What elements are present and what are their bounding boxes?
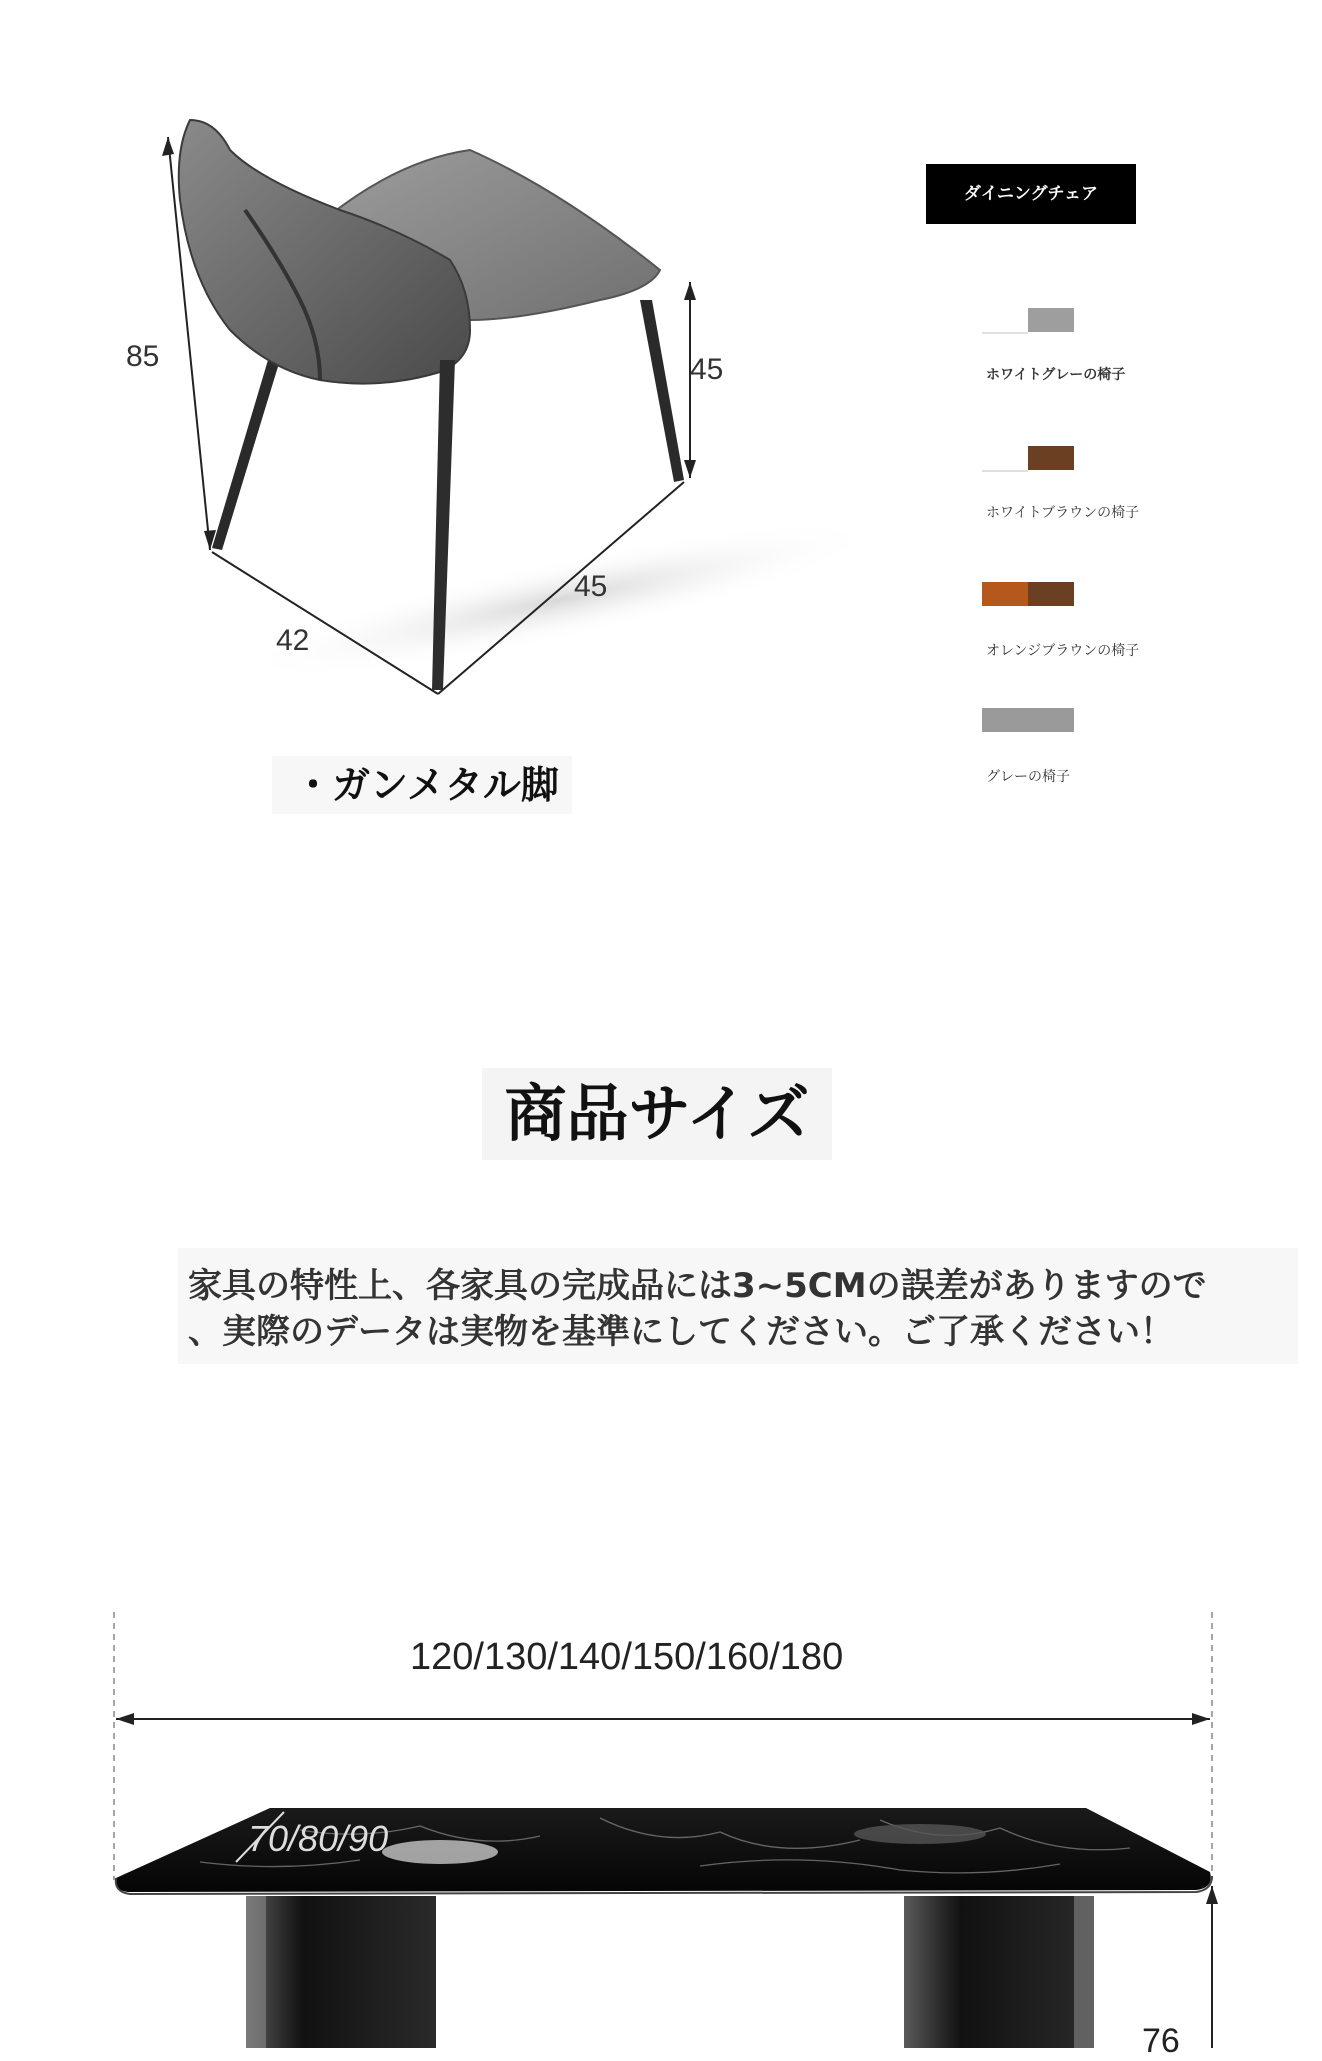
chair-height-label: 85	[126, 340, 160, 373]
chair-width-label: 42	[276, 624, 310, 657]
section-title: 商品サイズ	[482, 1068, 832, 1160]
chair-illustration	[100, 100, 880, 740]
table-depth-label: 70/80/90	[248, 1818, 389, 1859]
note-line-1: 家具の特性上、各家具の完成品には3~5CMの誤差がありますので	[188, 1266, 1207, 1306]
variant-label-orange-brown: オレンジブラウンの椅子	[986, 643, 1140, 659]
table-height-label: 76	[1142, 2022, 1180, 2060]
tolerance-note	[178, 1248, 1298, 1364]
table-width-label: 120/130/140/150/160/180	[410, 1636, 844, 1678]
variant-label-grey: グレーの椅子	[986, 769, 1070, 785]
swatch-color-1	[982, 446, 1028, 472]
chair-depth-label: 45	[574, 570, 608, 603]
variant-label-white-grey: ホワイトグレーの椅子	[986, 367, 1126, 383]
swatch-white-grey	[982, 308, 1094, 332]
swatch-grey	[982, 708, 1094, 732]
dining-chair-header: ダイニングチェア	[926, 164, 1136, 224]
swatch-white-brown	[982, 446, 1094, 470]
swatch-color-2	[1028, 308, 1074, 332]
leg-material-label: ・ガンメタル脚	[272, 756, 572, 814]
swatch-color-1	[982, 582, 1028, 606]
chair-seat-height-label: 45	[690, 353, 724, 386]
variant-label-white-brown: ホワイトブラウンの椅子	[986, 505, 1140, 521]
swatch-color-1	[982, 308, 1028, 334]
swatch-orange-brown	[982, 582, 1094, 606]
swatch-color-2	[1028, 582, 1074, 606]
note-line-2: 、実際のデータは実物を基準にしてください。ご了承ください！	[188, 1312, 1174, 1352]
swatch-color-1	[982, 708, 1074, 732]
swatch-color-2	[1028, 446, 1074, 470]
